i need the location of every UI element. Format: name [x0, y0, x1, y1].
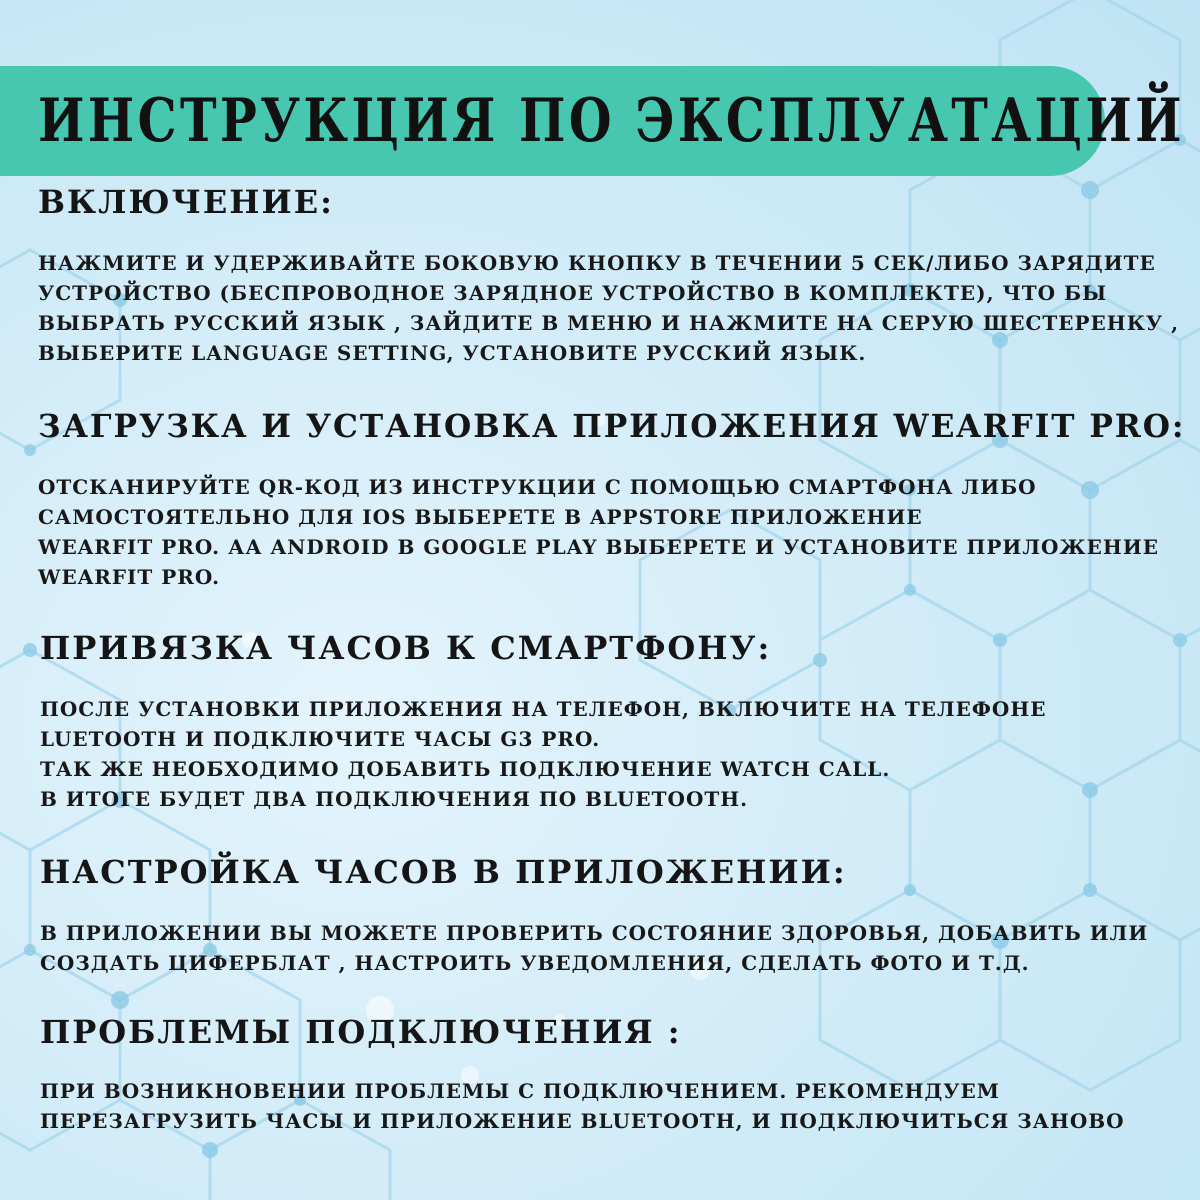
- section-text-settings: [40, 918, 1148, 978]
- text-line: В ПРИЛОЖЕНИИ ВЫ МОЖЕТЕ ПРОВЕРИТЬ СОСТОЯНИЕ ЗДОРОВЬЯ, ДОБАВИТЬ ИЛИ: [40, 921, 1149, 945]
- text-line: ПРИ ВОЗНИКНОВЕНИИ ПРОБЛЕМЫ С ПОДКЛЮЧЕНИЕМ. РЕКОМЕНДУЕМ: [40, 1079, 1000, 1103]
- section-heading-pairing: ПРИВЯЗКА ЧАСОВ К СМАРТФОНУ:: [40, 629, 772, 667]
- text-line: В ИТОГЕ БУДЕТ ДВА ПОДКЛЮЧЕНИЯ ПО BLUETOOTH.: [40, 787, 749, 811]
- text-line: САМОСТОЯТЕЛЬНО ДЛЯ IOS ВЫБЕРЕТЕ В APPSTORE ПРИЛОЖЕНИЕ: [38, 505, 923, 529]
- text-line: ОТСКАНИРУЙТЕ QR-КОД ИЗ ИНСТРУКЦИИ С ПОМОЩЬЮ СМАРТФОНА ЛИБО: [38, 475, 1037, 499]
- section-text-power-on: [38, 248, 1179, 368]
- text-line: WEARFIT PRO. АА ANDROID В GOOGLE PLAY ВЫБЕРЕТЕ И УСТАНОВИТЕ ПРИЛОЖЕНИЕ: [38, 535, 1159, 559]
- section-heading-settings: НАСТРОЙКА ЧАСОВ В ПРИЛОЖЕНИИ:: [40, 853, 847, 891]
- text-line: СОЗДАТЬ ЦИФЕРБЛАТ , НАСТРОИТЬ УВЕДОМЛЕНИЯ, СДЕЛАТЬ ФОТО И Т.Д.: [40, 951, 1030, 975]
- section-heading-power-on: ВКЛЮЧЕНИЕ:: [38, 183, 334, 221]
- text-line: ВЫБРАТЬ РУССКИЙ ЯЗЫК , ЗАЙДИТЕ В МЕНЮ И НАЖМИТЕ НА СЕРУЮ ШЕСТЕРЕНКУ ,: [38, 311, 1180, 335]
- section-text-app-install: [38, 472, 1159, 592]
- section-heading-app-install: ЗАГРУЗКА И УСТАНОВКА ПРИЛОЖЕНИЯ WEARFIT PRO:: [38, 407, 1186, 445]
- text-line: ТАК ЖЕ НЕОБХОДИМО ДОБАВИТЬ ПОДКЛЮЧЕНИЕ WATCH CALL.: [40, 757, 891, 781]
- text-line: ВЫБЕРИТЕ LANGUAGE SETTING, УСТАНОВИТЕ РУССКИЙ ЯЗЫК.: [38, 341, 867, 365]
- text-line: LUETOOTH И ПОДКЛЮЧИТЕ ЧАСЫ G3 PRO.: [40, 727, 601, 751]
- text-line: УСТРОЙСТВО (БЕСПРОВОДНОЕ ЗАРЯДНОЕ УСТРОЙСТВО В КОМПЛЕКТЕ), ЧТО БЫ: [38, 281, 1108, 305]
- page-title: ИНСТРУКЦИЯ ПО ЭКСПЛУАТАЦИЙ: [38, 86, 1185, 156]
- section-text-pairing: [40, 694, 1046, 814]
- text-line: ПОСЛЕ УСТАНОВКИ ПРИЛОЖЕНИЯ НА ТЕЛЕФОН, ВКЛЮЧИТЕ НА ТЕЛЕФОНЕ: [40, 697, 1047, 721]
- text-line: ПЕРЕЗАГРУЗИТЬ ЧАСЫ И ПРИЛОЖЕНИЕ BLUETOOTH, И ПОДКЛЮЧИТЬСЯ ЗАНОВО: [40, 1109, 1125, 1133]
- text-line: WEARFIT PRO.: [38, 565, 221, 589]
- section-heading-connection-problems: ПРОБЛЕМЫ ПОДКЛЮЧЕНИЯ :: [40, 1013, 682, 1051]
- text-line: НАЖМИТЕ И УДЕРЖИВАЙТЕ БОКОВУЮ КНОПКУ В ТЕЧЕНИИ 5 СЕК/ЛИБО ЗАРЯДИТЕ: [38, 251, 1156, 275]
- section-text-connection-problems: [40, 1076, 1125, 1136]
